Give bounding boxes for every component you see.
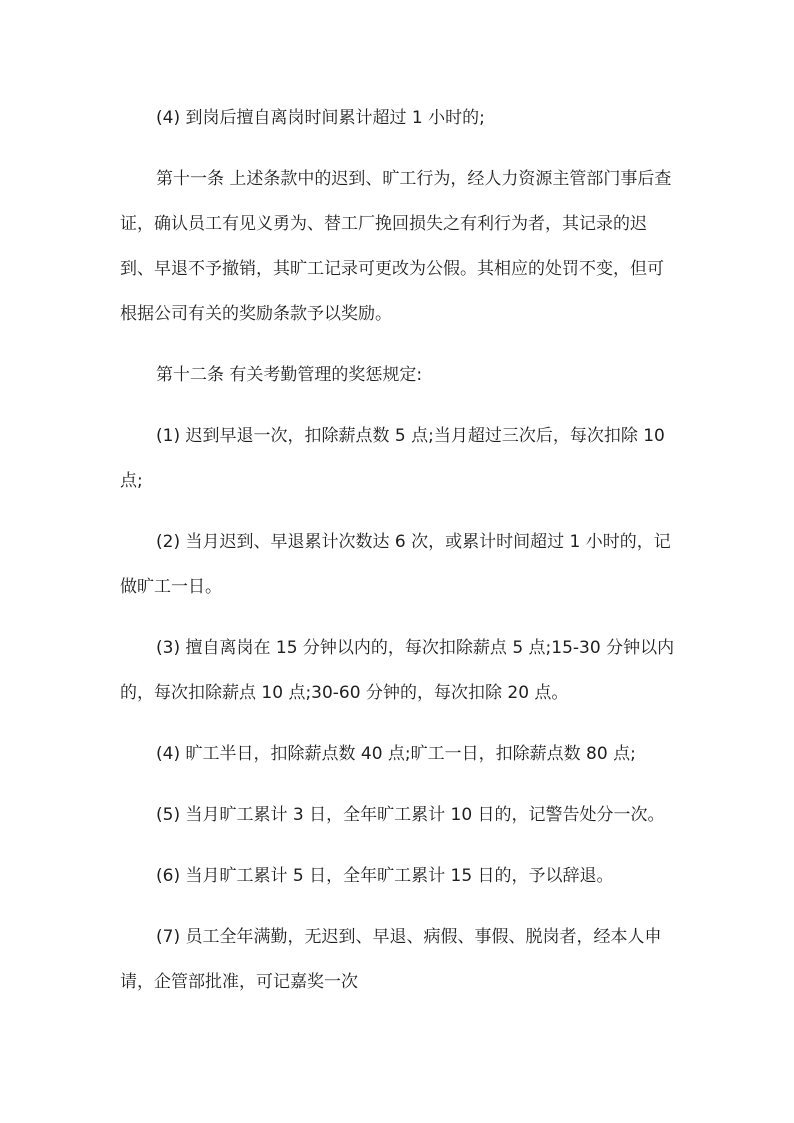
document-body bbox=[120, 96, 676, 1005]
rule-item-5: (5) 当月旷工累计 3 日，全年旷工累计 10 日的，记警告处分一次。 bbox=[156, 805, 665, 825]
rule-item-2: (2) 当月迟到、早退累计次数达 6 次，或累计时间超过 1 小时的，记做旷工一日。 bbox=[120, 532, 671, 597]
paragraph-item-4-leave-post: (4) 到岗后擅自离岗时间累计超过 1 小时的; bbox=[156, 108, 485, 128]
rule-item-7: (7) 员工全年满勤，无迟到、早退、病假、事假、脱岗者，经本人申请，企管部批准，可记嘉奖一次 bbox=[120, 927, 662, 992]
rule-item-6: (6) 当月旷工累计 5 日，全年旷工累计 15 日的，予以辞退。 bbox=[156, 866, 614, 886]
article-11-paragraph: 第十一条 上述条款中的迟到、旷工行为，经人力资源主管部门事后查证，确认员工有见义勇为、替工厂挽回损失之有利行为者，其记录的迟到、早退不予撤销，其旷工记录可更改为公假。其相应的处罚不变，但可根据公司有关的奖励条款予以奖励。 bbox=[120, 169, 672, 324]
article-12-heading: 第十二条 有关考勤管理的奖惩规定: bbox=[156, 365, 423, 385]
rule-item-3: (3) 擅自离岗在 15 分钟以内的，每次扣除薪点 5 点;15-30 分钟以内的，每次扣除薪点 10 点;30-60 分钟的，每次扣除 20 点。 bbox=[120, 638, 675, 703]
rule-item-4: (4) 旷工半日，扣除薪点数 40 点;旷工一日，扣除薪点数 80 点; bbox=[156, 744, 636, 764]
rule-item-1: (1) 迟到早退一次，扣除薪点数 5 点;当月超过三次后，每次扣除 10 点; bbox=[120, 426, 665, 491]
